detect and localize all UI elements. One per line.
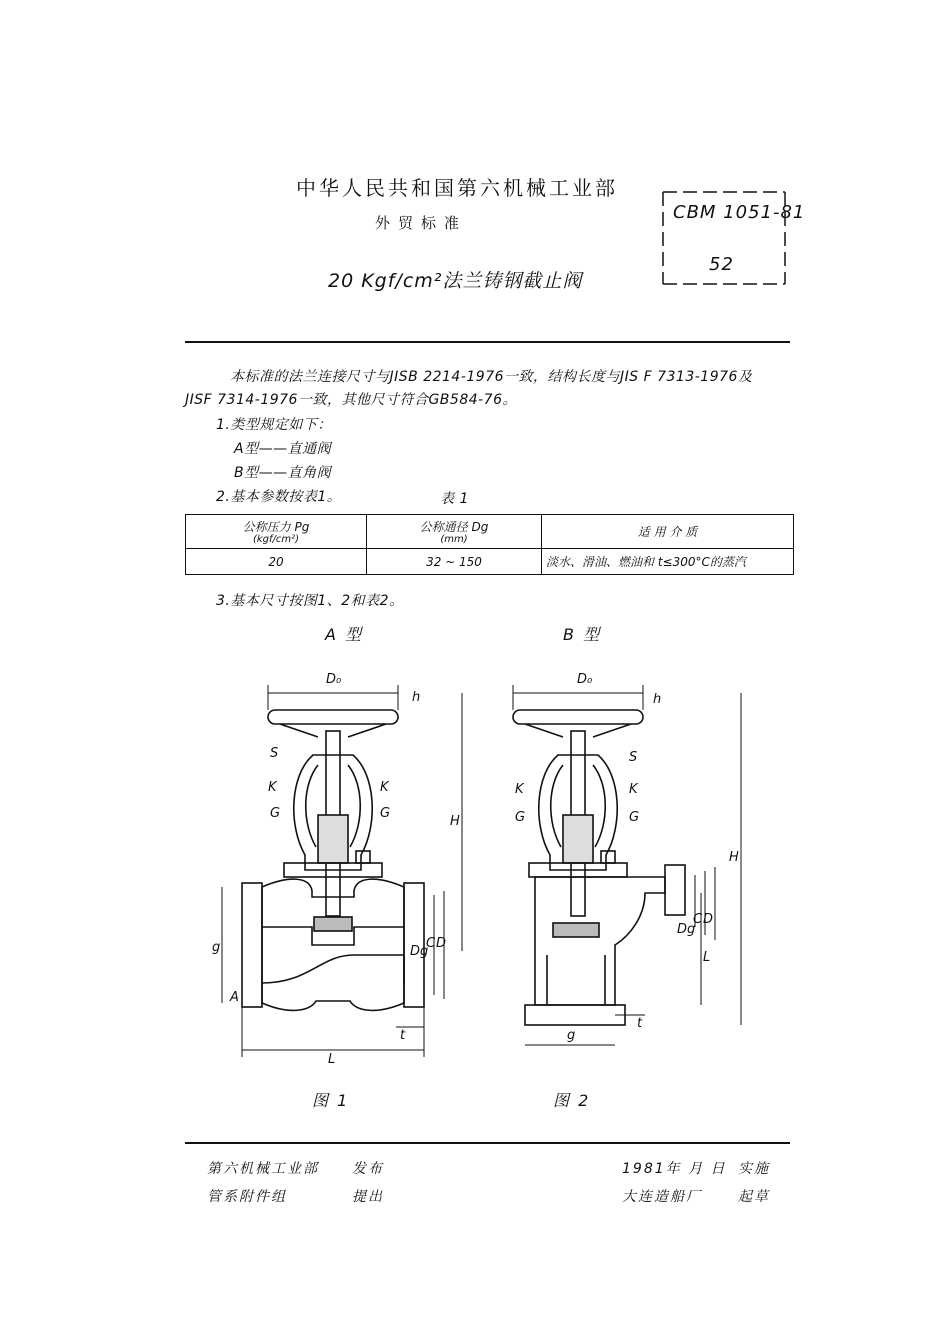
header-medium: 适 用 介 质: [542, 515, 794, 549]
item-2: 2.基本参数按表1。: [216, 489, 342, 505]
footer-draft-action: 起草: [738, 1189, 770, 1205]
fig2-label-l: L: [703, 950, 711, 965]
standard-code-box: [661, 186, 806, 286]
footer-implement-action: 实施: [738, 1161, 770, 1177]
fig2-label-h-small: h: [653, 692, 662, 707]
header-divider: [185, 341, 790, 343]
fig1-label-g-right: G: [380, 806, 391, 821]
footer-issuer: 第六机械工业部: [207, 1161, 319, 1177]
fig2-label-c: C: [693, 912, 703, 927]
fig2-label-g-left: G: [515, 810, 526, 825]
fig2-label-g-small: g: [567, 1028, 576, 1043]
type-a-definition: A型——直通阀: [234, 441, 332, 457]
fig1-label-s: S: [270, 746, 279, 761]
fig1-label-d0: D₀: [326, 672, 342, 687]
header-diameter-unit: (mm): [440, 534, 468, 545]
fig1-label-k-right: K: [380, 780, 389, 795]
header-diameter-cell: [367, 515, 542, 549]
fig1-label-c: C: [426, 936, 436, 951]
fig2-label-dg: Dg: [677, 922, 696, 937]
fig1-label-g-small: g: [212, 940, 221, 955]
footer-proposer: 管系附件组: [207, 1189, 287, 1205]
item-3: 3.基本尺寸按图1、2和表2。: [216, 593, 404, 609]
type-b-label: B 型: [563, 625, 602, 644]
handwheel: [268, 710, 398, 724]
fig2-label-d: D: [703, 912, 714, 927]
fig1-label-h: H: [450, 814, 460, 829]
cell-medium: 淡水、滑油、燃油和 t≤300°C的蒸汽: [542, 549, 794, 575]
intro-line-1: 本标准的法兰连接尺寸与JISB 2214-1976一致，结构长度与JIS F 7313-1976及: [230, 369, 753, 385]
fig1-label-l: L: [328, 1052, 336, 1067]
ministry-heading: 中华人民共和国第六机械工业部: [296, 176, 618, 200]
figure-2-caption: 图 2: [553, 1091, 591, 1110]
header-pressure-unit: (kgf/cm²): [252, 534, 300, 545]
footer-propose-action: 提出: [352, 1189, 384, 1205]
fig1-label-dg: Dg: [410, 944, 429, 959]
fig1-label-d: D: [436, 936, 447, 951]
header-diameter: 公称通径 Dg: [419, 520, 489, 534]
page-number: 52: [709, 254, 734, 275]
fig1-label-k-left: K: [268, 780, 277, 795]
fig2-label-t: t: [637, 1016, 643, 1031]
handwheel: [513, 710, 643, 724]
footer-issue-action: 发布: [352, 1161, 384, 1177]
fig2-label-k-right: K: [629, 782, 638, 797]
fig1-label-t: t: [400, 1028, 406, 1043]
footer-date: 1981年 月 日: [622, 1161, 727, 1177]
fig2-label-k-left: K: [515, 782, 524, 797]
item-1: 1.类型规定如下：: [216, 417, 332, 433]
figure-1-drawing: [200, 665, 490, 1070]
fig2-label-h: H: [729, 850, 739, 865]
type-b-definition: B型——直角阀: [234, 465, 332, 481]
fig2-label-g-right: G: [629, 810, 640, 825]
header-pressure-cell: [186, 515, 367, 549]
standard-category: 外贸标准: [375, 214, 468, 232]
fig2-label-s: S: [629, 750, 638, 765]
document-title: 20 Kgf/cm²法兰铸钢截止阀: [328, 270, 583, 292]
fig2-label-d0: D₀: [577, 672, 593, 687]
table-caption: 表 1: [440, 491, 469, 507]
header-pressure: 公称压力 Pg: [242, 520, 310, 534]
fig1-label-g-left: G: [270, 806, 281, 821]
standard-code: CBM 1051-81: [673, 202, 806, 223]
cell-pressure: 20: [186, 549, 367, 575]
footer-drafter: 大连造船厂: [622, 1189, 702, 1205]
figure-1-caption: 图 1: [312, 1091, 350, 1110]
cell-diameter: 32 ~ 150: [367, 549, 542, 575]
parameter-table: [185, 514, 794, 575]
table-header-row: [186, 515, 794, 549]
fig1-label-a: A: [230, 990, 239, 1005]
footer-divider: [185, 1142, 790, 1144]
table-row: [186, 549, 794, 575]
type-a-label: A 型: [325, 625, 364, 644]
fig1-label-h-small: h: [412, 690, 421, 705]
figure-2-drawing: [505, 665, 765, 1070]
intro-line-2: JISF 7314-1976一致，其他尺寸符合GB584-76。: [185, 392, 517, 408]
